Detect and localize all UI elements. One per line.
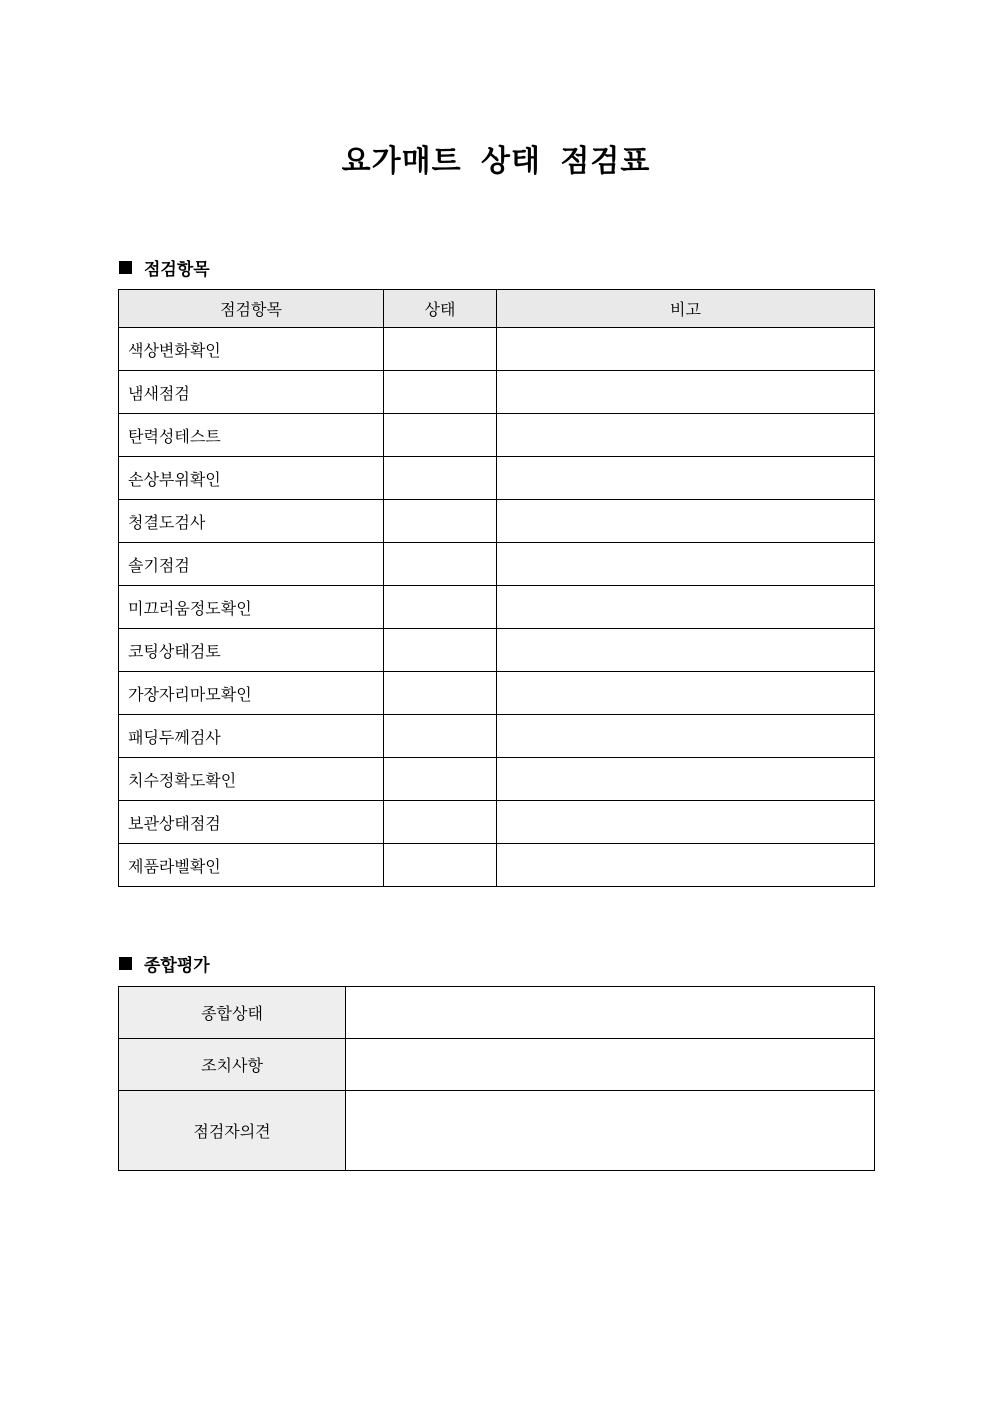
table-row (119, 629, 875, 672)
status-cell[interactable] (384, 844, 497, 887)
table-row (119, 457, 875, 500)
section-heading-overall (119, 951, 210, 976)
item-cell: 냄새점검 (119, 371, 384, 414)
note-cell[interactable] (497, 414, 875, 457)
status-cell[interactable] (384, 758, 497, 801)
overall-evaluation-table (118, 986, 875, 1171)
note-cell[interactable] (497, 371, 875, 414)
status-cell[interactable] (384, 371, 497, 414)
table-row (119, 371, 875, 414)
note-cell[interactable] (497, 500, 875, 543)
status-cell[interactable] (384, 715, 497, 758)
note-cell[interactable] (497, 457, 875, 500)
section-heading-label: 종합평가 (144, 956, 210, 976)
note-cell[interactable] (497, 543, 875, 586)
item-cell: 손상부위확인 (119, 457, 384, 500)
row-label: 조치사항 (119, 1039, 346, 1091)
section-heading-inspection (119, 255, 210, 280)
table-row (119, 500, 875, 543)
note-cell[interactable] (497, 328, 875, 371)
status-cell[interactable] (384, 457, 497, 500)
table-row (119, 586, 875, 629)
table-row (119, 543, 875, 586)
table-row (119, 1039, 875, 1091)
status-cell[interactable] (384, 672, 497, 715)
document-title: 요가매트 상태 점검표 (341, 144, 651, 179)
inspection-table (118, 289, 875, 887)
inspector-opinion-field[interactable] (346, 1091, 875, 1171)
item-cell: 가장자리마모확인 (119, 672, 384, 715)
table-header-row (119, 290, 875, 328)
table-row (119, 1091, 875, 1171)
table-row (119, 328, 875, 371)
table-row (119, 715, 875, 758)
item-cell: 미끄러움정도확인 (119, 586, 384, 629)
note-cell[interactable] (497, 629, 875, 672)
status-cell[interactable] (384, 801, 497, 844)
note-cell[interactable] (497, 715, 875, 758)
table-row (119, 672, 875, 715)
status-cell[interactable] (384, 629, 497, 672)
note-cell[interactable] (497, 672, 875, 715)
action-items-field[interactable] (346, 1039, 875, 1091)
item-cell: 청결도검사 (119, 500, 384, 543)
item-cell: 치수정확도확인 (119, 758, 384, 801)
status-cell[interactable] (384, 328, 497, 371)
status-cell[interactable] (384, 586, 497, 629)
column-header-status: 상태 (384, 290, 497, 328)
table-row (119, 801, 875, 844)
table-row (119, 844, 875, 887)
item-cell: 코팅상태검토 (119, 629, 384, 672)
item-cell: 솔기점검 (119, 543, 384, 586)
row-label: 점검자의견 (119, 1091, 346, 1171)
table-row (119, 414, 875, 457)
note-cell[interactable] (497, 586, 875, 629)
column-header-item: 점검항목 (119, 290, 384, 328)
note-cell[interactable] (497, 758, 875, 801)
status-cell[interactable] (384, 543, 497, 586)
item-cell: 보관상태점검 (119, 801, 384, 844)
status-cell[interactable] (384, 414, 497, 457)
item-cell: 탄력성테스트 (119, 414, 384, 457)
status-cell[interactable] (384, 500, 497, 543)
item-cell: 색상변화확인 (119, 328, 384, 371)
section-heading-label: 점검항목 (144, 260, 210, 280)
column-header-note: 비고 (497, 290, 875, 328)
item-cell: 패딩두께검사 (119, 715, 384, 758)
square-bullet-icon (119, 261, 132, 274)
note-cell[interactable] (497, 801, 875, 844)
table-row (119, 758, 875, 801)
row-label: 종합상태 (119, 987, 346, 1039)
table-row (119, 987, 875, 1039)
note-cell[interactable] (497, 844, 875, 887)
overall-status-field[interactable] (346, 987, 875, 1039)
square-bullet-icon (119, 957, 132, 970)
item-cell: 제품라벨확인 (119, 844, 384, 887)
